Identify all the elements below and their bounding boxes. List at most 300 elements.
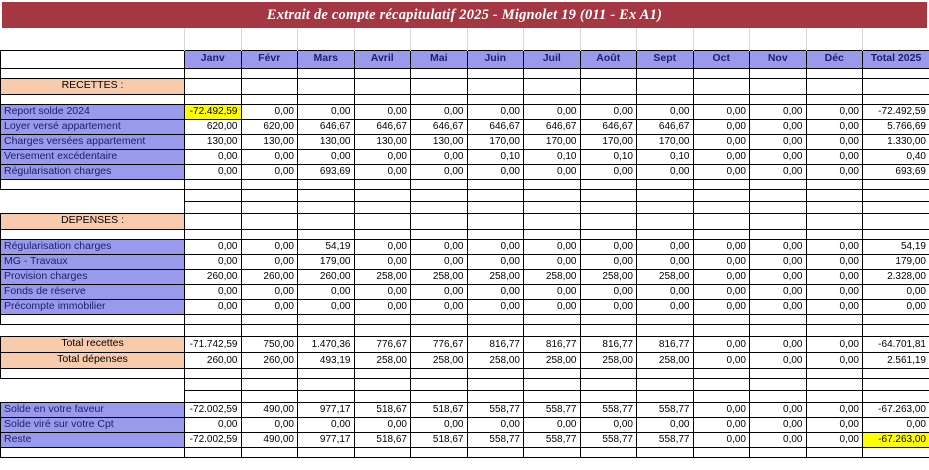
column-header: Sept	[637, 50, 694, 68]
value-cell: 0,00	[411, 164, 468, 179]
empty-cell	[185, 78, 242, 94]
empty-cell	[411, 189, 468, 201]
empty-cell	[354, 179, 411, 189]
empty-cell	[411, 378, 468, 390]
empty-cell	[580, 390, 637, 402]
empty-cell	[241, 368, 298, 378]
value-cell: 0,00	[524, 299, 581, 314]
value-cell: 0,00	[693, 299, 750, 314]
empty-cell	[580, 378, 637, 390]
value-cell: 518,67	[354, 402, 411, 417]
value-cell: 258,00	[467, 352, 524, 368]
value-cell: 0,00	[467, 417, 524, 432]
total-cell: 2.561,19	[863, 352, 929, 368]
empty-cell	[185, 447, 242, 457]
value-cell: 0,00	[467, 104, 524, 119]
label-spacer	[1, 179, 185, 189]
empty-cell	[298, 229, 355, 239]
value-cell: -72.002,59	[185, 432, 242, 447]
empty-cell	[241, 68, 298, 78]
empty-cell	[354, 68, 411, 78]
value-cell: 646,67	[580, 119, 637, 134]
empty-cell	[298, 314, 355, 324]
empty-cell	[354, 324, 411, 336]
empty-cell	[750, 213, 807, 229]
empty-cell	[693, 28, 750, 50]
empty-cell	[524, 368, 581, 378]
row-label: Solde en votre faveur	[1, 402, 185, 417]
table-row	[1, 189, 929, 201]
empty-cell	[637, 324, 694, 336]
table-row	[1, 368, 929, 378]
value-cell: 0,00	[524, 239, 581, 254]
column-header: Févr	[241, 50, 298, 68]
value-cell: 0,00	[241, 254, 298, 269]
column-header: Mars	[298, 50, 355, 68]
empty-cell	[185, 68, 242, 78]
empty-cell	[580, 94, 637, 104]
value-cell: 130,00	[354, 134, 411, 149]
empty-cell	[411, 213, 468, 229]
table-row	[1, 213, 929, 229]
empty-cell	[693, 94, 750, 104]
value-cell: 977,17	[298, 402, 355, 417]
value-cell: 0,00	[637, 284, 694, 299]
empty-cell	[580, 314, 637, 324]
total-cell: 693,69	[863, 164, 929, 179]
value-cell: 0,00	[750, 417, 807, 432]
empty-cell	[467, 78, 524, 94]
empty-cell	[298, 201, 355, 213]
value-cell: 0,00	[354, 299, 411, 314]
empty-cell	[580, 78, 637, 94]
row-label: Loyer versé appartement	[1, 119, 185, 134]
value-cell: 558,77	[467, 402, 524, 417]
value-cell: -72.002,59	[185, 402, 242, 417]
empty-cell	[524, 324, 581, 336]
empty-cell	[750, 68, 807, 78]
empty-cell	[354, 368, 411, 378]
empty-cell	[580, 68, 637, 78]
value-cell: 0,00	[806, 402, 863, 417]
total-cell: 0,00	[863, 284, 929, 299]
empty-cell	[806, 179, 863, 189]
empty-cell	[467, 368, 524, 378]
empty-cell	[806, 68, 863, 78]
value-cell: 558,77	[467, 432, 524, 447]
empty-cell	[806, 314, 863, 324]
total-cell: 2.328,00	[863, 269, 929, 284]
empty-cell	[411, 324, 468, 336]
value-cell: 646,67	[298, 119, 355, 134]
table-row	[1, 68, 929, 78]
label-spacer	[1, 378, 185, 390]
empty-cell	[637, 179, 694, 189]
empty-cell	[750, 314, 807, 324]
value-cell: 0,00	[354, 284, 411, 299]
empty-cell	[750, 28, 807, 50]
empty-cell	[467, 213, 524, 229]
total-cell: -67.263,00	[863, 402, 929, 417]
value-cell: 0,00	[411, 417, 468, 432]
total-cell: -72.492,59	[863, 104, 929, 119]
value-cell: 0,00	[298, 104, 355, 119]
empty-cell	[863, 314, 929, 324]
empty-cell	[354, 229, 411, 239]
table-row	[1, 352, 929, 368]
empty-cell	[750, 229, 807, 239]
value-cell: 130,00	[298, 134, 355, 149]
table-row	[1, 78, 929, 94]
empty-cell	[863, 189, 929, 201]
value-cell: 0,00	[806, 336, 863, 352]
value-cell: 0,00	[693, 269, 750, 284]
empty-cell	[750, 324, 807, 336]
empty-cell	[580, 368, 637, 378]
value-cell: 646,67	[411, 119, 468, 134]
empty-cell	[354, 28, 411, 50]
value-cell: 0,00	[750, 104, 807, 119]
empty-cell	[863, 28, 929, 50]
empty-cell	[693, 314, 750, 324]
label-spacer	[1, 229, 185, 239]
empty-cell	[750, 378, 807, 390]
empty-cell	[580, 201, 637, 213]
empty-cell	[524, 78, 581, 94]
value-cell: 0,00	[185, 149, 242, 164]
value-cell: 0,00	[354, 239, 411, 254]
value-cell: 816,77	[637, 336, 694, 352]
value-cell: 490,00	[241, 402, 298, 417]
empty-cell	[806, 324, 863, 336]
empty-cell	[637, 368, 694, 378]
column-header: Juil	[524, 50, 581, 68]
row-label: Précompte immobilier	[1, 299, 185, 314]
empty-cell	[354, 94, 411, 104]
value-cell: 258,00	[354, 352, 411, 368]
empty-cell	[354, 189, 411, 201]
empty-cell	[693, 368, 750, 378]
empty-cell	[863, 229, 929, 239]
value-cell: 0,00	[185, 417, 242, 432]
empty-cell	[863, 68, 929, 78]
value-cell: 260,00	[185, 352, 242, 368]
value-cell: 0,00	[693, 119, 750, 134]
table-row	[1, 432, 929, 447]
value-cell: 558,77	[637, 432, 694, 447]
empty-cell	[467, 201, 524, 213]
empty-cell	[185, 378, 242, 390]
empty-cell	[580, 213, 637, 229]
row-label: Reste	[1, 432, 185, 447]
empty-cell	[806, 447, 863, 457]
label-spacer	[1, 189, 185, 201]
value-cell: 258,00	[580, 269, 637, 284]
value-cell: 0,00	[806, 352, 863, 368]
value-cell: 646,67	[467, 119, 524, 134]
empty-cell	[354, 201, 411, 213]
empty-cell	[806, 213, 863, 229]
value-cell: 0,00	[806, 104, 863, 119]
empty-cell	[241, 78, 298, 94]
empty-cell	[524, 314, 581, 324]
empty-cell	[467, 94, 524, 104]
empty-cell	[580, 324, 637, 336]
table-row	[1, 390, 929, 402]
value-cell: 776,67	[354, 336, 411, 352]
empty-cell	[693, 229, 750, 239]
empty-cell	[467, 179, 524, 189]
value-cell: 620,00	[185, 119, 242, 134]
empty-cell	[354, 390, 411, 402]
empty-cell	[298, 28, 355, 50]
empty-cell	[411, 94, 468, 104]
empty-cell	[750, 94, 807, 104]
value-cell: 130,00	[241, 134, 298, 149]
empty-cell	[637, 68, 694, 78]
label-spacer	[1, 447, 185, 457]
value-cell: 0,00	[298, 417, 355, 432]
value-cell: 0,00	[185, 284, 242, 299]
empty-cell	[693, 378, 750, 390]
column-header: Nov	[750, 50, 807, 68]
table-row	[1, 134, 929, 149]
row-label: Charges versées appartement	[1, 134, 185, 149]
value-cell: 0,10	[637, 149, 694, 164]
column-header: Janv	[185, 50, 242, 68]
empty-cell	[241, 378, 298, 390]
value-cell: 170,00	[637, 134, 694, 149]
section-label: RECETTES :	[1, 78, 185, 94]
value-cell: 0,00	[580, 164, 637, 179]
empty-cell	[524, 213, 581, 229]
account-summary-table	[0, 28, 929, 458]
empty-cell	[185, 314, 242, 324]
empty-cell	[411, 229, 468, 239]
value-cell: 258,00	[354, 269, 411, 284]
value-cell: 0,10	[467, 149, 524, 164]
empty-cell	[411, 201, 468, 213]
empty-cell	[750, 201, 807, 213]
value-cell: 0,00	[185, 164, 242, 179]
empty-cell	[185, 324, 242, 336]
empty-cell	[411, 68, 468, 78]
value-cell: 0,00	[750, 432, 807, 447]
empty-cell	[524, 390, 581, 402]
value-cell: 260,00	[241, 352, 298, 368]
empty-cell	[750, 368, 807, 378]
value-cell: 0,00	[467, 299, 524, 314]
value-cell: 0,00	[241, 149, 298, 164]
value-cell: 0,00	[241, 299, 298, 314]
total-cell: 1.330,00	[863, 134, 929, 149]
total-row-label: Total recettes	[1, 336, 185, 352]
value-cell: 179,00	[298, 254, 355, 269]
value-cell: 0,00	[411, 284, 468, 299]
empty-cell	[863, 378, 929, 390]
value-cell: 0,00	[185, 239, 242, 254]
total-cell: 0,00	[863, 299, 929, 314]
empty-cell	[185, 213, 242, 229]
value-cell: 0,00	[241, 284, 298, 299]
value-cell: 0,00	[354, 149, 411, 164]
value-cell: 0,00	[467, 284, 524, 299]
value-cell: 646,67	[354, 119, 411, 134]
value-cell: 170,00	[580, 134, 637, 149]
value-cell: 977,17	[298, 432, 355, 447]
empty-cell	[806, 368, 863, 378]
value-cell: 1.470,36	[298, 336, 355, 352]
value-cell: 258,00	[411, 269, 468, 284]
empty-cell	[863, 447, 929, 457]
empty-cell	[637, 78, 694, 94]
empty-cell	[580, 28, 637, 50]
empty-cell	[241, 314, 298, 324]
value-cell: 0,00	[806, 269, 863, 284]
empty-cell	[750, 447, 807, 457]
empty-cell	[750, 189, 807, 201]
label-spacer	[1, 314, 185, 324]
value-cell: 0,00	[580, 254, 637, 269]
empty-cell	[693, 390, 750, 402]
value-cell: 558,77	[580, 402, 637, 417]
value-cell: 0,00	[411, 239, 468, 254]
empty-cell	[241, 390, 298, 402]
empty-cell	[241, 28, 298, 50]
empty-cell	[185, 94, 242, 104]
value-cell: 0,10	[524, 149, 581, 164]
empty-cell	[411, 28, 468, 50]
empty-cell	[241, 229, 298, 239]
value-cell: 0,00	[298, 149, 355, 164]
empty-cell	[806, 201, 863, 213]
empty-cell	[750, 78, 807, 94]
value-cell: 0,00	[467, 164, 524, 179]
empty-cell	[467, 28, 524, 50]
value-cell: 620,00	[241, 119, 298, 134]
value-cell: 0,00	[806, 119, 863, 134]
value-cell: 258,00	[637, 352, 694, 368]
empty-cell	[354, 213, 411, 229]
value-cell: 816,77	[467, 336, 524, 352]
value-cell: 0,00	[693, 239, 750, 254]
value-cell: 0,00	[693, 336, 750, 352]
table-row	[1, 336, 929, 352]
value-cell: 260,00	[298, 269, 355, 284]
total-cell: 0,00	[863, 417, 929, 432]
table-row	[1, 149, 929, 164]
value-cell: 0,00	[693, 417, 750, 432]
row-label: Régularisation charges	[1, 239, 185, 254]
value-cell: 0,00	[806, 164, 863, 179]
empty-cell	[241, 447, 298, 457]
empty-cell	[806, 189, 863, 201]
table-row	[1, 94, 929, 104]
value-cell: 0,00	[580, 239, 637, 254]
value-cell: 558,77	[524, 402, 581, 417]
empty-cell	[693, 78, 750, 94]
value-cell: 0,00	[580, 284, 637, 299]
value-cell: 518,67	[354, 432, 411, 447]
empty-cell	[637, 189, 694, 201]
empty-cell	[298, 213, 355, 229]
value-cell: 0,00	[637, 164, 694, 179]
empty-cell	[467, 189, 524, 201]
value-cell: 646,67	[637, 119, 694, 134]
table-row	[1, 299, 929, 314]
value-cell: 0,00	[806, 149, 863, 164]
empty-cell	[185, 229, 242, 239]
value-cell: 0,00	[806, 239, 863, 254]
total-cell: -67.263,00	[863, 432, 929, 447]
value-cell: 0,00	[354, 104, 411, 119]
label-spacer	[1, 390, 185, 402]
value-cell: 0,00	[806, 432, 863, 447]
total-cell: 54,19	[863, 239, 929, 254]
value-cell: 0,00	[524, 254, 581, 269]
value-cell: 0,00	[524, 164, 581, 179]
table-row	[1, 28, 929, 50]
empty-cell	[524, 189, 581, 201]
value-cell: 750,00	[241, 336, 298, 352]
empty-cell	[298, 189, 355, 201]
value-cell: 0,00	[750, 149, 807, 164]
value-cell: 170,00	[524, 134, 581, 149]
value-cell: 0,00	[750, 352, 807, 368]
table-row	[1, 269, 929, 284]
empty-cell	[411, 390, 468, 402]
column-header: Avril	[354, 50, 411, 68]
empty-cell	[185, 179, 242, 189]
empty-cell	[467, 378, 524, 390]
value-cell: 260,00	[185, 269, 242, 284]
column-header: Oct	[693, 50, 750, 68]
empty-cell	[863, 324, 929, 336]
value-cell: 0,00	[750, 284, 807, 299]
page-title: Extrait de compte récapitulatif 2025 - Mignolet 19 (011 - Ex A1)	[267, 7, 662, 24]
value-cell: 258,00	[637, 269, 694, 284]
empty-cell	[693, 201, 750, 213]
empty-cell	[298, 324, 355, 336]
empty-cell	[241, 213, 298, 229]
empty-cell	[241, 94, 298, 104]
value-cell: 0,00	[241, 164, 298, 179]
total-cell: -64.701,81	[863, 336, 929, 352]
empty-cell	[637, 447, 694, 457]
empty-cell	[298, 390, 355, 402]
empty-cell	[524, 68, 581, 78]
total-column-header: Total 2025	[863, 50, 929, 68]
empty-cell	[806, 229, 863, 239]
value-cell: 0,00	[693, 352, 750, 368]
empty-cell	[580, 229, 637, 239]
value-cell: 0,00	[467, 239, 524, 254]
empty-cell	[467, 447, 524, 457]
column-header: Juin	[467, 50, 524, 68]
empty-cell	[863, 368, 929, 378]
empty-cell	[467, 324, 524, 336]
value-cell: 0,00	[693, 284, 750, 299]
value-cell: 0,00	[354, 417, 411, 432]
total-cell: 5.766,69	[863, 119, 929, 134]
empty-cell	[241, 201, 298, 213]
value-cell: 693,69	[298, 164, 355, 179]
empty-cell	[693, 179, 750, 189]
value-cell: 0,00	[637, 239, 694, 254]
empty-cell	[693, 213, 750, 229]
empty-cell	[637, 378, 694, 390]
total-cell: 0,40	[863, 149, 929, 164]
